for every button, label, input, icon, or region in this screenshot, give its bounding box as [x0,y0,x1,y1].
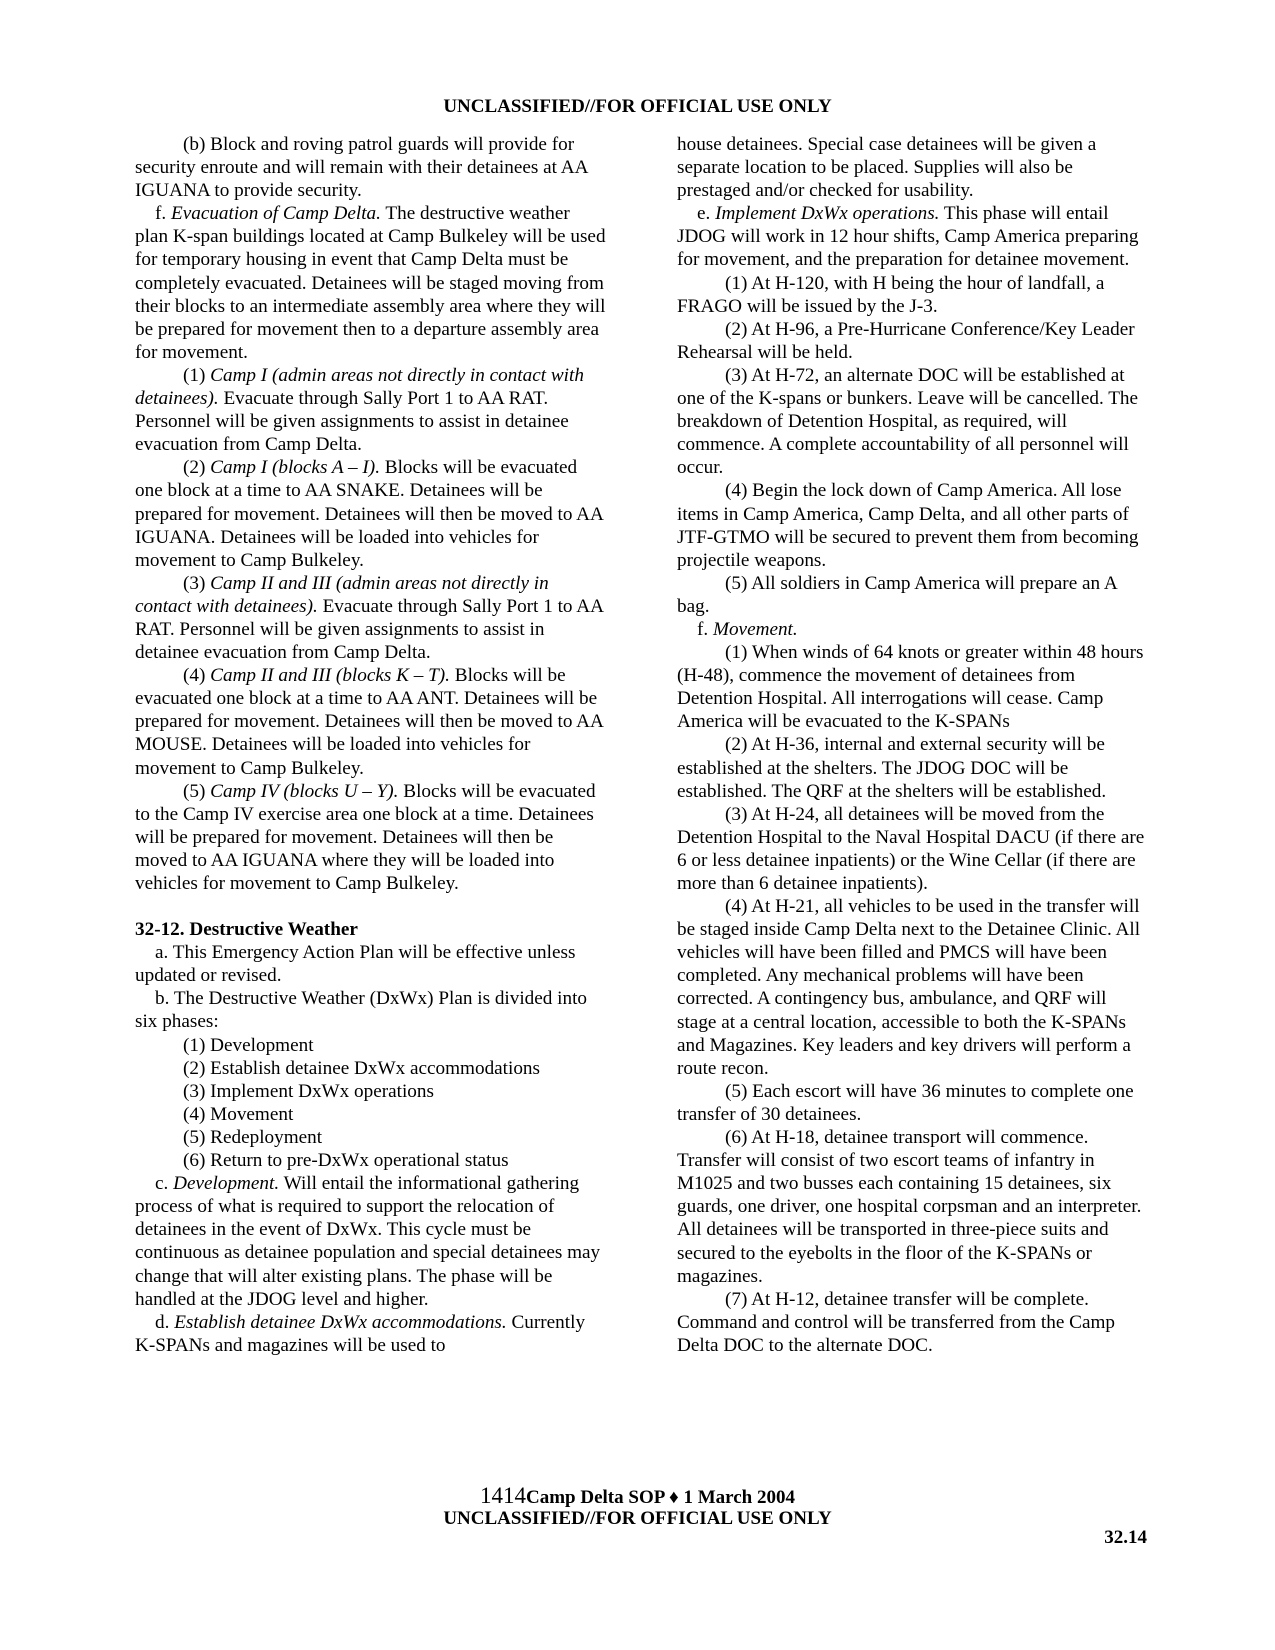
footer-classification: UNCLASSIFIED//FOR OFFICIAL USE ONLY [443,1508,832,1529]
list-item: (4) At H-21, all vehicles to be used in the transfer will be staged inside Camp Delta next to the Detainee Clinic. All vehicles will have been filled and PMCS will have been completed. Any mechanical problems will have been corrected. A contingency bus, ambulance, and QRF will stage at a central location, accessible to both the K-SPANs and Magazines. Key leaders and key drivers will perform a route recon. [677,896,1141,1079]
list-item: (6) At H-18, detainee transport will commence. Transfer will consist of two escort teams of infantry in M1025 and two busses each containing 15 detainees, six guards, one driver, one hospital corpsman and an interpreter. All detainees will be transported in three-piece suits and secured to the eyebolts in the floor of the K-SPANs or magazines. [677,1127,1142,1287]
header-classification: UNCLASSIFIED//FOR OFFICIAL USE ONLY [443,96,832,117]
phase-item: (1) Development [183,1034,314,1056]
paragraph-d-continued: house detainees. Special case detainees will be given a separate location to be placed. Supplies will also be prestaged and/or checked for usability. [677,134,1097,202]
list-item: (5) All soldiers in Camp America will prepare an A bag. [677,572,1117,617]
list-item: (3) At H-24, all detainees will be moved from the Detention Hospital to the Naval Hospital DACU (if there are 6 or less detainee inpatients) or the Wine Cellar (if there are more than 6 detainee inpatients). [677,803,1145,894]
list-item: (1) At H-120, with H being the hour of landfall, a FRAGO will be issued by the J-3. [677,272,1105,317]
footer-title-line [0,1484,1275,1509]
paragraph-f-movement: f. Movement. [697,618,798,640]
phase-item: (4) Movement [183,1103,294,1125]
list-item: (2) At H-96, a Pre-Hurricane Conference/Key Leader Rehearsal will be held. [677,318,1135,363]
section-heading: 32-12. Destructive Weather [135,919,358,941]
list-item: (5) Each escort will have 36 minutes to complete one transfer of 30 detainees. [677,1080,1134,1125]
paragraph-b-phases: b. The Destructive Weather (DxWx) Plan is divided into six phases: [135,988,588,1033]
evacuation-label: Evacuation of Camp Delta. [170,203,381,225]
paragraph-f-evacuation: f. Evacuation of Camp Delta. The destructive weather plan K-span buildings located at Camp Bulkeley will be used for temporary housing in event that Camp Delta must be completely evacuated. Detainees will be staged moving from their blocks to an intermediate assembly area where they will be prepared for movement then to a departure assembly area for movement. [135,203,606,363]
list-item: (7) At H-12, detainee transfer will be complete. Command and control will be transferred from the Camp Delta DOC to the alternate DOC. [677,1288,1115,1356]
paragraph-b-patrol: (b) Block and roving patrol guards will provide for security enroute and will remain with their detainees at AA IGUANA to provide security. [135,134,588,202]
paragraph-e-implement: e. Implement DxWx operations. This phase will entail JDOG will work in 12 hour shifts, Camp America preparing for movement, and the preparation for detainee movement. [677,203,1139,271]
phase-item: (2) Establish detainee DxWx accommodations [183,1057,540,1079]
paragraph-camp-1-blocks: (2) Camp I (blocks A – I). Blocks will be evacuated one block at a time to AA SNAKE. Detainees will be prepared for movement. Detainees will then be moved to AA IGUANA. Detainees will be loaded into vehicles for movement to Camp Bulkeley. [135,457,603,571]
list-item: (4) Begin the lock down of Camp America. All lose items in Camp America, Camp Delta, and all other parts of JTF-GTMO will be secured to prevent them from becoming projectile weapons. [677,480,1139,571]
paragraph-a: a. This Emergency Action Plan will be effective unless updated or revised. [135,942,576,987]
paragraph-camp-2-3-blocks: (4) Camp II and III (blocks K – T). Blocks will be evacuated one block at a time to AA ANT. Detainees will be prepared for movement. Detainees will then be moved to AA MOUSE. Detainees will be loaded into vehicles for movement to Camp Bulkeley. [135,665,603,779]
paragraph-c-development: c. Development. Will entail the informational gathering process of what is required to support the relocation of detainees in the event of DxWx. This cycle must be continuous as detainee population and special detainees may change that will alter existing plans. The phase will be handled at the JDOG level and higher. [135,1173,601,1310]
list-item: (1) When winds of 64 knots or greater within 48 hours (H-48), commence the movement of detainees from Detention Hospital. All interrogations will cease. Camp America will be evacuated to the K-SPANs [677,642,1144,733]
phase-item: (5) Redeployment [183,1126,323,1148]
paragraph-camp-1-admin: (1) Camp I (admin areas not directly in contact with detainees). Evacuate through Sally Port 1 to AA RAT. Personnel will be given assignments to assist in detainee evacuation from Camp Delta. [135,364,584,456]
list-item: (3) At H-72, an alternate DOC will be established at one of the K-spans or bunkers. Leave will be cancelled. The breakdown of Detention Hospital, as required, will commence. A complete accountability of all personnel will occur. [677,364,1139,479]
section-page-number: 32.14 [1104,1527,1147,1548]
left-column [135,133,607,1357]
phase-item: (3) Implement DxWx operations [183,1080,434,1102]
phase-item: (6) Return to pre-DxWx operational status [183,1150,509,1172]
right-column [677,133,1149,1357]
list-item: (2) At H-36, internal and external security will be established at the shelters. The JDOG DOC will be established. The QRF at the shelters will be established. [677,734,1107,802]
paragraph-camp-4-blocks: (5) Camp IV (blocks U – Y). Blocks will be evacuated to the Camp IV exercise area one block at a time. Detainees will be prepared for movement. Detainees will then be moved to AA IGUANA where they will be loaded into vehicles for movement to Camp Bulkeley. [135,780,596,894]
paragraph-camp-2-3-admin: (3) Camp II and III (admin areas not directly in contact with detainees). Evacuate through Sally Port 1 to AA RAT. Personnel will be given assignments to assist in detainee evacuation from Camp Delta. [135,572,603,664]
document-title: Camp Delta SOP ♦ 1 March 2004 [526,1487,795,1508]
phase-list [135,1034,607,1173]
paragraph-d-accommodations: d. Establish detainee DxWx accommodations. Currently K-SPANs and magazines will be used to [135,1311,586,1356]
page-number: 1414 [480,1483,526,1508]
